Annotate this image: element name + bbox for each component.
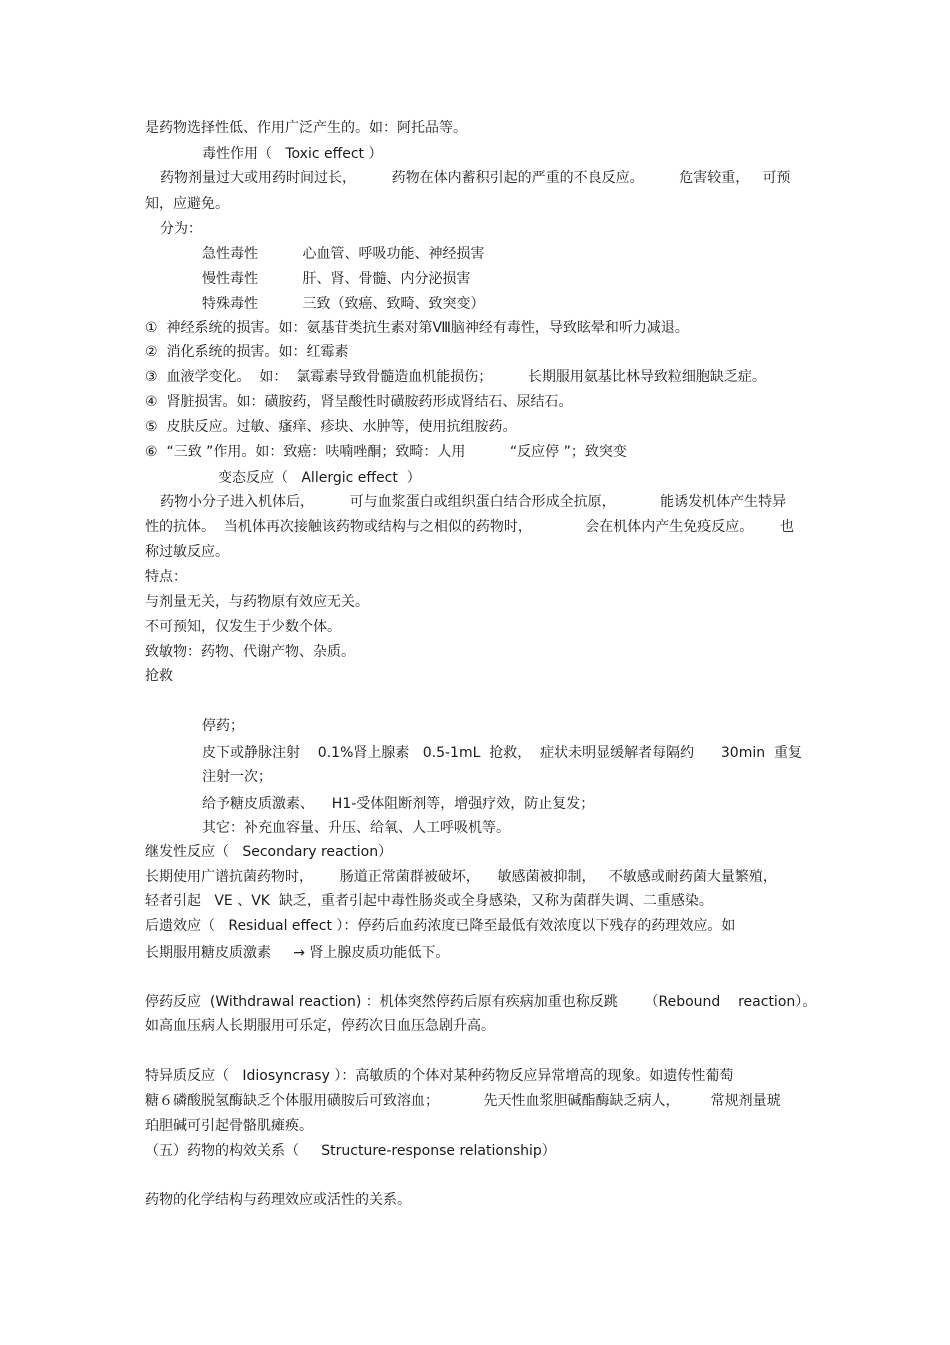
list-item: ⑤ 皮肤反应。过敏、瘙痒、疹块、水肿等，使用抗组胺药。 [145, 419, 517, 435]
text-line: 与剂量无关，与药物原有效应无关。 [145, 594, 369, 610]
text-line: 药物小分子进入机体后， 可与血浆蛋白或组织蛋白结合形成全抗原， 能诱发机体产生特异 [160, 494, 787, 510]
text-line: 注射一次； [202, 769, 272, 785]
text-line: 药物剂量过大或用药时间过长， 药物在体内蓄积引起的严重的不良反应。 危害较重， 可预 [160, 170, 791, 186]
list-item: ① 神经系统的损害。如：氨基苷类抗生素对第Ⅷ脑神经有毒性，导致眩晕和听力减退。 [145, 320, 689, 336]
list-item: ② 消化系统的损害。如：红霉素 [145, 344, 349, 360]
text-line: 其它：补充血容量、升压、给氧、人工呼吸机等。 [202, 820, 510, 836]
text-line: 知，应避免。 [145, 196, 229, 212]
text-line: 药物的化学结构与药理效应或活性的关系。 [145, 1192, 411, 1208]
text-line: 珀胆碱可引起骨骼肌瘫痪。 [145, 1118, 313, 1134]
text-line: 如高血压病人长期服用可乐定，停药次日血压急剧升高。 [145, 1018, 495, 1034]
text-line: 是药物选择性低、作用广泛产生的。如：阿托品等。 [145, 120, 467, 136]
section-heading: （五）药物的构效关系（ Structure-response relationship） [145, 1143, 556, 1159]
text-line: 致敏物：药物、代谢产物、杂质。 [145, 644, 355, 660]
text-line: 抢救 [145, 668, 173, 684]
text-line: 糖６磷酸脱氢酶缺乏个体服用磺胺后可致溶血； 先天性血浆胆碱酯酶缺乏病人， 常规剂量琥 [145, 1093, 781, 1109]
section-heading: 停药反应 (Withdrawal reaction) ：机体突然停药后原有疾病加重也称反跳 （Rebound reaction）。 [145, 994, 817, 1010]
list-item: ③ 血液学变化。 如： 氯霉素导致骨髓造血机能损伤； 长期服用氨基比林导致粒细胞缺乏症。 [145, 369, 766, 385]
text-line: 特点： [145, 569, 187, 585]
text-line: 皮下或静脉注射 0.1%肾上腺素 0.5-1mL 抢救， 症状未明显缓解者每隔约 30min 重复 [202, 745, 802, 761]
text-line: 分为： [160, 221, 202, 237]
text-line: 长期服用糖皮质激素 → 肾上腺皮质功能低下。 [145, 945, 450, 961]
text-line: 不可预知，仅发生于少数个体。 [145, 619, 341, 635]
text-line: 特殊毒性 三致（致癌、致畸、致突变） [202, 296, 485, 312]
list-item: ④ 肾脏损害。如：磺胺药，肾呈酸性时磺胺药形成肾结石、尿结石。 [145, 394, 573, 410]
text-line: 轻者引起 VE 、VK 缺乏，重者引起中毒性肠炎或全身感染，又称为菌群失调、二重感染。 [145, 893, 713, 909]
section-heading: 后遗效应（ Residual effect ）：停药后血药浓度已降至最低有效浓度以下残存的药理效应。如 [145, 918, 736, 934]
text-line: 慢性毒性 肝、肾、骨髓、内分泌损害 [202, 271, 471, 287]
section-heading: 特异质反应（ Idiosyncrasy ）：高敏质的个体对某种药物反应异常增高的现象。如遗传性葡萄 [145, 1068, 734, 1084]
text-line: 称过敏反应。 [145, 544, 229, 560]
text-line: 长期使用广谱抗菌药物时， 肠道正常菌群被破坏， 敏感菌被抑制， 不敏感或耐药菌大量繁殖， [145, 869, 777, 885]
text-line: 性的抗体。 当机体再次接触该药物或结构与之相似的药物时， 会在机体内产生免疫反应。 也 [145, 519, 795, 535]
list-item: ⑥ “三致 ”作用。如：致癌：呋喃唑酮；致畸：人用 “反应停 ”；致突变 [145, 444, 627, 460]
text-line: 急性毒性 心血管、呼吸功能、神经损害 [202, 246, 485, 262]
text-line: 给予糖皮质激素、 H1-受体阻断剂等，增强疗效，防止复发； [202, 796, 595, 812]
text-line: 停药； [202, 718, 244, 734]
section-heading: 变态反应（ Allergic effect ） [218, 470, 421, 486]
section-heading: 继发性反应（ Secondary reaction） [145, 844, 393, 860]
section-heading: 毒性作用（ Toxic effect ） [202, 146, 383, 162]
